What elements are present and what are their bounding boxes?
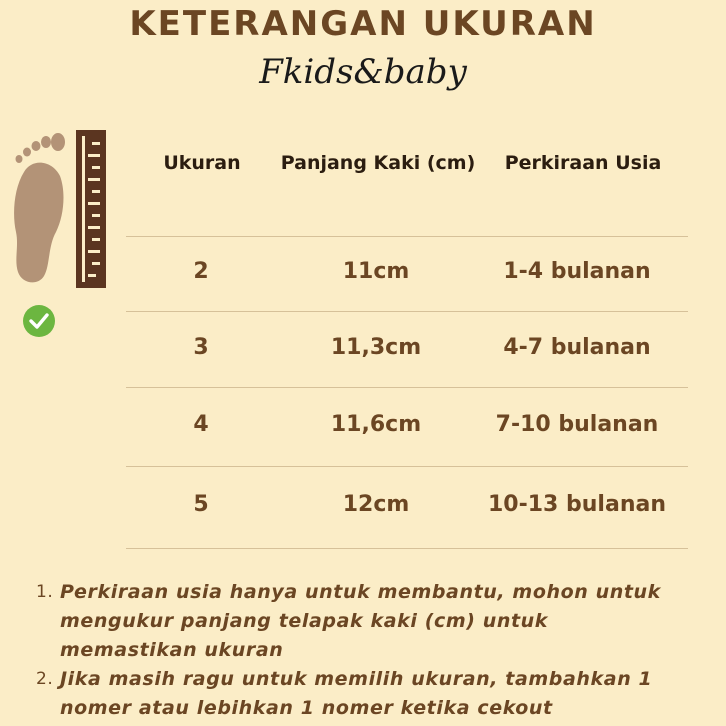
age-cell: 1-4 bulanan (503, 259, 651, 284)
length-cell: 11,3cm (330, 335, 422, 360)
foot-ruler-icon (6, 128, 110, 290)
table-row (126, 234, 688, 310)
size-cell: 2 (193, 259, 209, 284)
size-cell: 3 (193, 335, 209, 360)
note-line: memastikan ukuran (60, 639, 284, 661)
note-item (36, 578, 696, 665)
age-cell: 4-7 bulanan (503, 335, 651, 360)
header-foot-length: Panjang Kaki (cm) (280, 152, 476, 174)
header-age-estimate: Perkiraan Usia (504, 152, 662, 174)
table-row (126, 387, 688, 463)
brand-logo-text: Fkids&baby (259, 52, 467, 92)
length-cell: 11,6cm (330, 412, 422, 437)
table-divider (126, 548, 688, 549)
length-cell: 12cm (342, 492, 410, 517)
age-cell: 7-10 bulanan (495, 412, 659, 437)
size-cell: 4 (193, 412, 209, 437)
note-item (36, 665, 696, 723)
page-title: KETERANGAN UKURAN (129, 4, 597, 44)
notes-list (36, 578, 696, 723)
table-row (126, 467, 688, 543)
check-circle-icon (22, 304, 56, 338)
length-cell: 11cm (342, 259, 410, 284)
note-number: 2. (36, 669, 54, 689)
note-line: Perkiraan usia hanya untuk membantu, mohon untuk (60, 581, 661, 603)
age-cell: 10-13 bulanan (488, 492, 666, 517)
header-size: Ukuran (163, 152, 241, 174)
size-cell: 5 (193, 492, 209, 517)
note-line: mengukur panjang telapak kaki (cm) untuk (60, 610, 549, 632)
note-line: Jika masih ragu untuk memilih ukuran, tambahkan 1 (60, 668, 653, 690)
note-line: nomer atau lebihkan 1 nomer ketika cekout (60, 697, 553, 719)
table-row (126, 310, 688, 386)
note-number: 1. (36, 582, 54, 602)
